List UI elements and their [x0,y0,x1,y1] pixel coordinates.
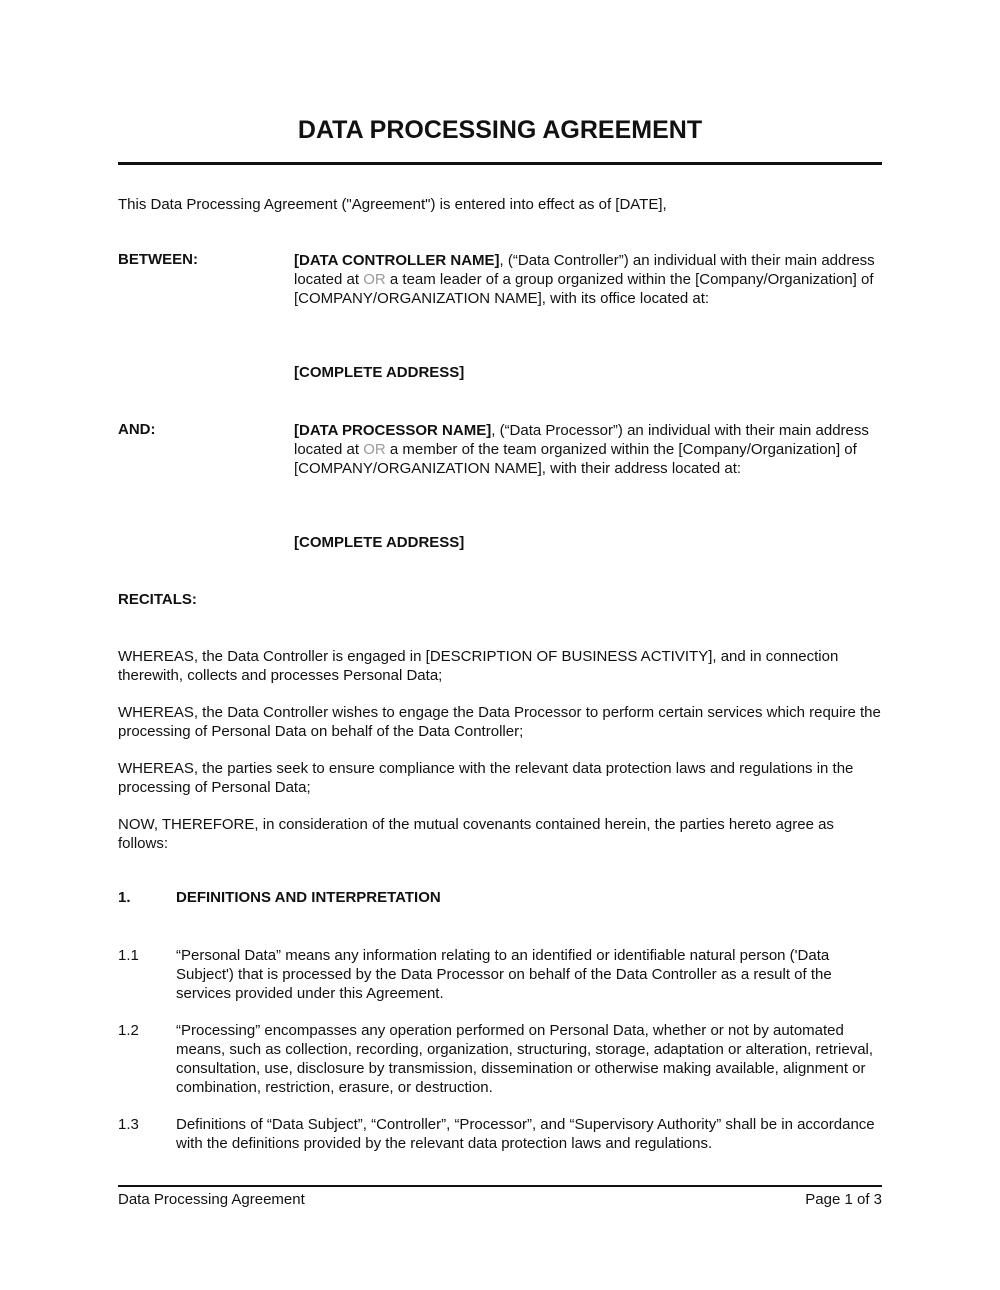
intro-paragraph: This Data Processing Agreement ("Agreement") is entered into effect as of [DATE], [118,196,667,213]
section-number: 1. [118,889,131,906]
processor-address: [COMPLETE ADDRESS] [294,534,465,551]
or-placeholder: OR [363,441,386,458]
recital-paragraph: WHEREAS, the parties seek to ensure compliance with the relevant data protection laws and regulations in the processing of Personal Data; [118,760,854,796]
between-label: BETWEEN: [118,251,198,268]
footer-document-name: Data Processing Agreement [118,1191,305,1208]
processor-text-1: , (“Data Processor”) an individual with their main address located at [294,422,869,458]
controller-text-2: a team leader of a group organized within the [Company/Organization] of [COMPANY/ORGANIZATION NAME], with its office located at: [294,271,874,307]
processor-name: [DATA PROCESSOR NAME] [294,422,492,439]
controller-address: [COMPLETE ADDRESS] [294,364,465,381]
clause-number: 1.3 [118,1116,139,1133]
section-title: DEFINITIONS AND INTERPRETATION [176,889,441,906]
footer-page-number: Page 1 of 3 [805,1191,882,1208]
recital-paragraph: NOW, THEREFORE, in consideration of the mutual covenants contained herein, the parties hereto agree as follows: [118,816,834,852]
title-divider [118,162,882,165]
and-label: AND: [118,421,156,438]
footer-divider [118,1185,882,1187]
controller-description [294,251,884,308]
clause-number: 1.1 [118,947,139,964]
recital-paragraph: WHEREAS, the Data Controller wishes to engage the Data Processor to perform certain services which require the processing of Personal Data on behalf of the Data Controller; [118,704,881,740]
document-page [118,0,882,1290]
or-placeholder: OR [363,271,386,288]
clause-text: “Personal Data” means any information relating to an identified or identifiable natural person ('Data Subject') that is processed by the Data Processor on behalf of the Data Controller as a result of the services provided under this Agreement. [176,947,832,1002]
recital-paragraph: WHEREAS, the Data Controller is engaged in [DESCRIPTION OF BUSINESS ACTIVITY], and in connection therewith, collects and processes Personal Data; [118,648,839,684]
clause-text: Definitions of “Data Subject”, “Controller”, “Processor”, and “Supervisory Authority” shall be in accordance with the definitions provided by the relevant data protection laws and regulations. [176,1116,875,1152]
processor-text-2: a member of the team organized within the [Company/Organization] of [COMPANY/ORGANIZATION NAME], with their address located at: [294,441,857,477]
controller-name: [DATA CONTROLLER NAME] [294,252,500,269]
recitals-label: RECITALS: [118,591,197,608]
controller-text-1: , (“Data Controller”) an individual with their main address located at [294,252,875,288]
clause-text: “Processing” encompasses any operation performed on Personal Data, whether or not by automated means, such as collection, recording, organization, structuring, storage, adaptation or alteration, retrieval, consultation, use, disclosure by transmission, dissemination or otherwise making available, alignment or combination, restriction, erasure, or destruction. [176,1022,874,1096]
document-title: DATA PROCESSING AGREEMENT [297,116,703,144]
clause-number: 1.2 [118,1022,139,1039]
processor-description [294,421,884,478]
